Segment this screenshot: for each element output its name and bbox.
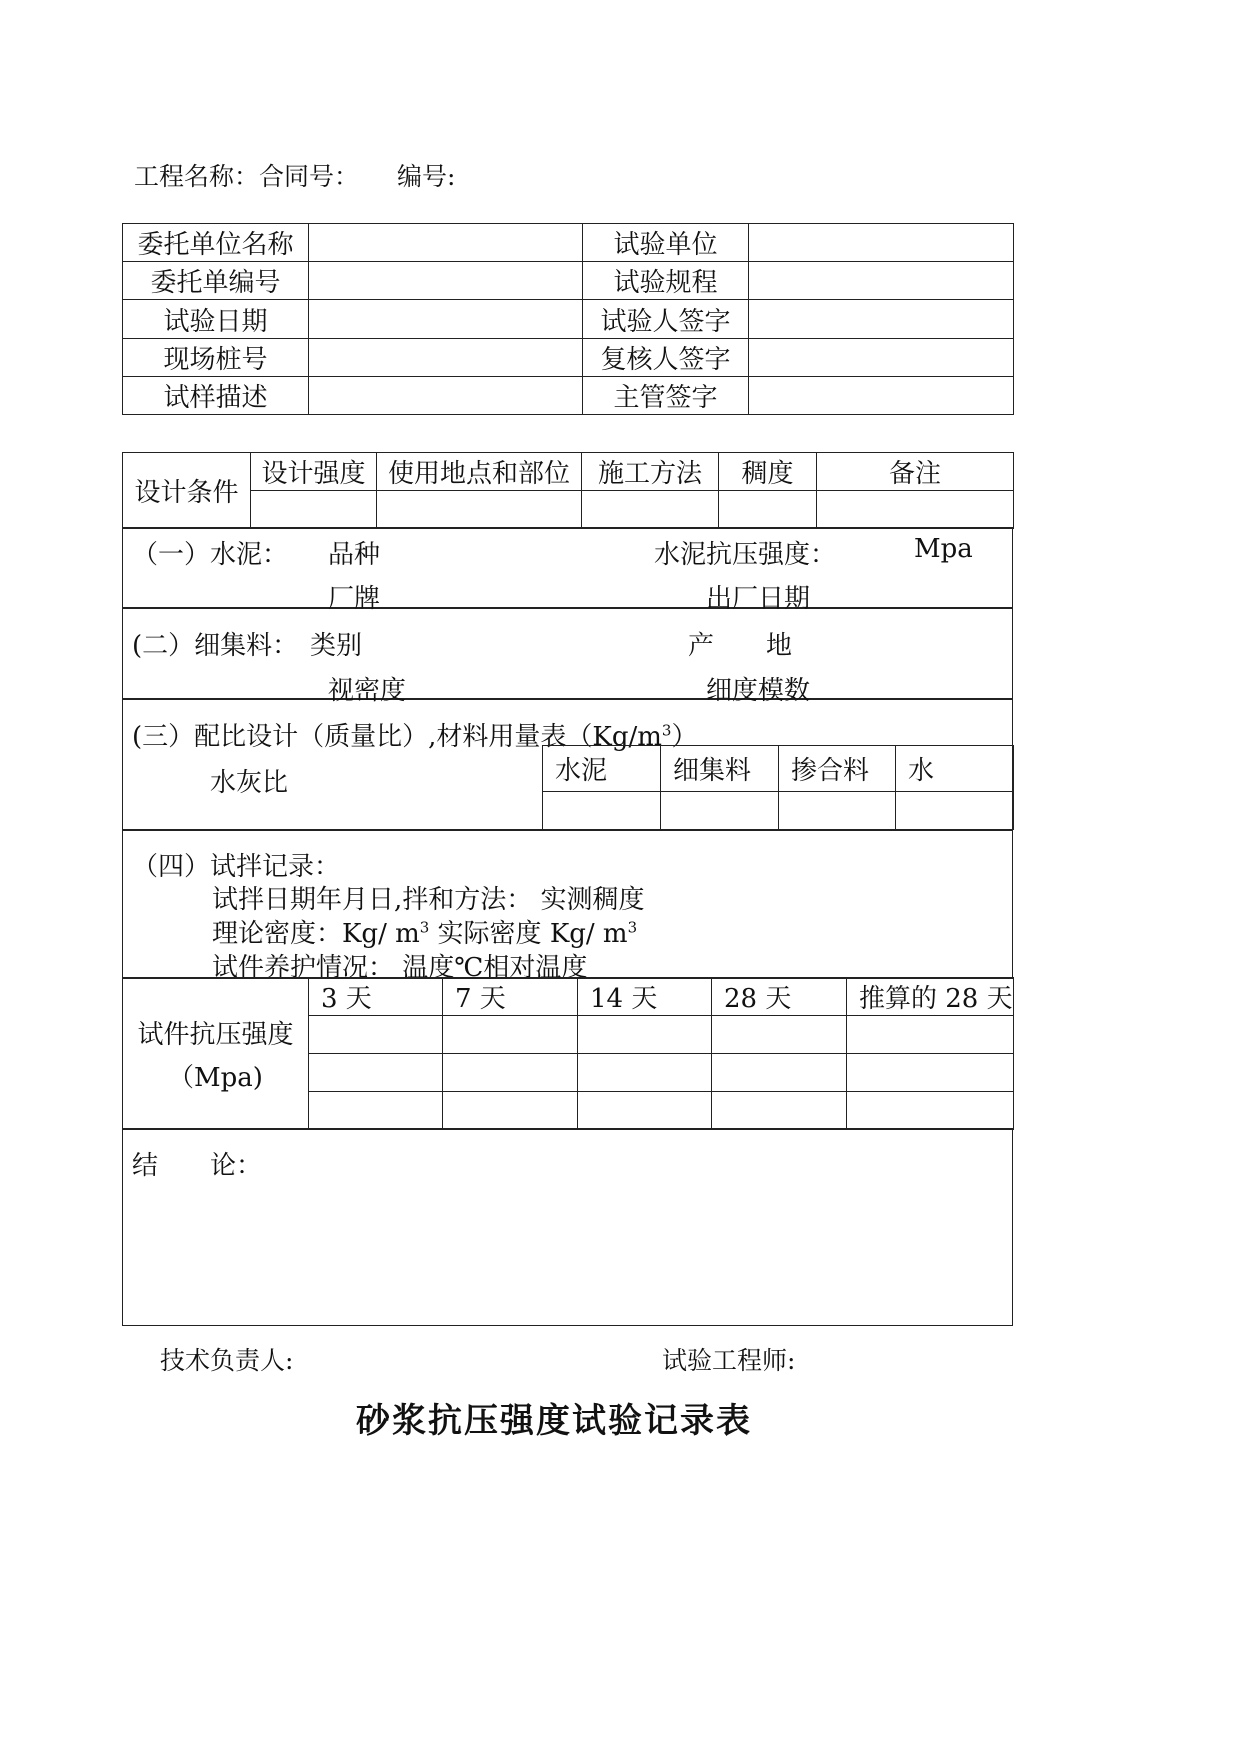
strength-value[interactable] [309, 1016, 443, 1054]
design-value[interactable] [582, 491, 719, 529]
mix-value[interactable] [543, 792, 661, 830]
info-value[interactable] [309, 377, 583, 415]
info-label: 现场桩号 [123, 339, 309, 377]
info-value[interactable] [749, 224, 1014, 262]
design-col-header: 备注 [817, 453, 1014, 491]
aggregate-title: (二）细集料： [132, 631, 299, 661]
design-value[interactable] [817, 491, 1014, 529]
mix-col-header: 水 [896, 746, 1014, 792]
strength-col-header: 7 天 [443, 978, 578, 1016]
trial-title: （四）试拌记录： [132, 852, 341, 882]
mix-table [542, 745, 1014, 830]
info-label: 试验单位 [583, 224, 749, 262]
mix-title: (三）配比设计（质量比）,材料用量表$(Kg/m^3)$ [132, 721, 698, 752]
design-col-header: 使用地点和部位 [377, 453, 582, 491]
cement-title: （一）水泥： [132, 540, 289, 570]
cement-brand: 厂牌 [328, 584, 381, 614]
project-label: 工程名称： [134, 162, 260, 191]
mix-ratio: 水灰比 [210, 768, 289, 798]
design-value[interactable] [251, 491, 377, 529]
design-table [122, 452, 1014, 529]
mix-value[interactable] [779, 792, 896, 830]
info-row [123, 300, 1014, 339]
strength-value[interactable] [847, 1016, 1014, 1054]
design-label: 设计条件 [123, 453, 251, 529]
info-label: 委托单编号 [123, 262, 309, 300]
strength-value[interactable] [443, 1054, 578, 1092]
strength-value[interactable] [578, 1054, 712, 1092]
info-row [123, 262, 1014, 300]
info-value[interactable] [749, 377, 1014, 415]
aggregate-category: 类别 [310, 631, 363, 661]
strength-label: 试件抗压强度 （Mpa) [123, 978, 309, 1130]
strength-col-header: 推算的 28 天 [847, 978, 1014, 1016]
info-label: 主管签字 [583, 377, 749, 415]
info-label: 委托单位名称 [123, 224, 309, 262]
design-value[interactable] [719, 491, 817, 529]
tech-lead-label: 技术负责人: [160, 1346, 294, 1375]
conclusion-label: 结 论： [132, 1151, 263, 1181]
design-value[interactable] [377, 491, 582, 529]
info-label: 试验日期 [123, 300, 309, 339]
strength-col-header: 14 天 [578, 978, 712, 1016]
cement-unit: Mpa [914, 534, 973, 564]
design-col-header: 施工方法 [582, 453, 719, 491]
info-value[interactable] [749, 339, 1014, 377]
header [134, 157, 455, 193]
info-label: 试样描述 [123, 377, 309, 415]
info-label: 复核人签字 [583, 339, 749, 377]
info-label: 试验人签字 [583, 300, 749, 339]
strength-col-header: 3 天 [309, 978, 443, 1016]
strength-value[interactable] [712, 1054, 847, 1092]
strength-col-header: 28 天 [712, 978, 847, 1016]
info-value[interactable] [749, 262, 1014, 300]
design-col-header: 设计强度 [251, 453, 377, 491]
strength-value[interactable] [309, 1092, 443, 1130]
mix-value[interactable] [661, 792, 779, 830]
strength-value[interactable] [309, 1054, 443, 1092]
info-label: 试验规程 [583, 262, 749, 300]
strength-value[interactable] [847, 1054, 1014, 1092]
mix-col-header: 掺合料 [779, 746, 896, 792]
page-title: 砂浆抗压强度试验记录表 [356, 1401, 752, 1441]
contract-label: 合同号： [259, 162, 360, 191]
info-row [123, 339, 1014, 377]
strength-value[interactable] [443, 1092, 578, 1130]
strength-value[interactable] [712, 1016, 847, 1054]
mix-col-header: 水泥 [543, 746, 661, 792]
trial-line1: 试拌日期年月日,拌和方法： 实测稠度 [212, 885, 645, 915]
info-value[interactable] [309, 339, 583, 377]
aggregate-origin: 产 地 [688, 631, 793, 661]
engineer-label: 试验工程师: [662, 1346, 796, 1375]
strength-table [122, 977, 1014, 1130]
strength-value[interactable] [443, 1016, 578, 1054]
mix-value[interactable] [896, 792, 1014, 830]
mix-col-header: 细集料 [661, 746, 779, 792]
strength-value[interactable] [578, 1016, 712, 1054]
cement-strength: 水泥抗压强度： [654, 540, 837, 570]
info-row [123, 224, 1014, 262]
cement-variety: 品种 [328, 540, 381, 570]
trial-line3: 试件养护情况： 温度℃相对温度 [212, 953, 588, 983]
strength-value[interactable] [847, 1092, 1014, 1130]
aggregate-density: 视密度 [328, 676, 407, 706]
info-value[interactable] [749, 300, 1014, 339]
info-row [123, 377, 1014, 415]
cement-date: 出厂日期 [706, 584, 811, 614]
info-value[interactable] [309, 300, 583, 339]
info-value[interactable] [309, 262, 583, 300]
info-table [122, 223, 1014, 415]
info-value[interactable] [309, 224, 583, 262]
aggregate-fineness: 细度模数 [706, 676, 811, 706]
strength-value[interactable] [578, 1092, 712, 1130]
strength-value[interactable] [712, 1092, 847, 1130]
trial-line2: 理论密度：Kg/ $m^3$ 实际密度 Kg/ $m^3$ [212, 918, 638, 949]
design-col-header: 稠度 [719, 453, 817, 491]
number-label: 编号: [397, 162, 456, 191]
